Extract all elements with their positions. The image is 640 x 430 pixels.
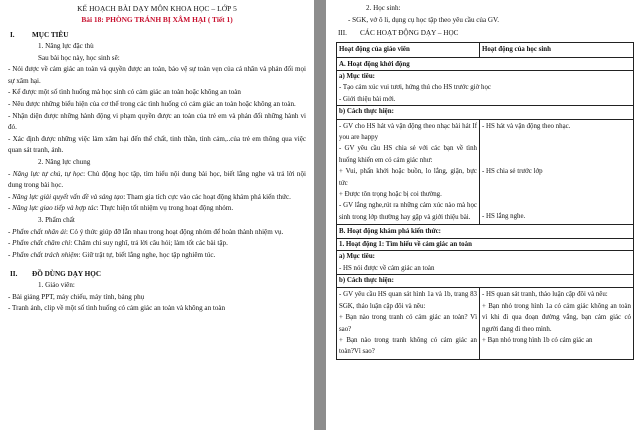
list-item [8,238,306,250]
list-item: - SGK, vở ô li, dụng cụ học tập theo yêu cầu của GV. [348,15,499,24]
teacher-cell [337,288,480,359]
teacher-cell [337,119,480,225]
subsection-heading: 1. Năng lực đặc thù [38,42,94,50]
table-row [337,119,634,225]
subsection-heading: 2. Học sinh: [366,4,401,12]
list-item [8,203,306,215]
cell-line: - HS lắng nghe. [482,213,526,221]
item-text: : Chủ động học tập, tìm hiểu nội dung bài học, biết lắng nghe và trả lời nội dung trong bài học. [8,169,306,190]
student-cell [480,119,634,225]
objective-heading: a) Mục tiêu: [339,253,375,261]
item-text: : Tham gia tích cực vào các hoạt động khám phá kiến thức. [123,192,291,201]
section-number: II. [10,270,18,279]
activity-subtitle: 1. Hoạt động 1: Tìm hiểu về cảm giác an toàn [339,240,472,248]
paragraph: Sau bài học này, học sinh sẽ: [38,53,120,62]
cell-line: - GV yêu cầu HS quan sát hình 1a và 1b, trang 83 SGK, thảo luận cặp đôi và nêu: [339,291,477,310]
subsection-heading: 2. Năng lực chung [38,157,91,166]
objective-item: - Giới thiệu bài mới. [339,95,396,103]
cell-line: - GV lắng nghe,rút ra những cảm xúc nào mà học sinh trong lớp thường hay gặp và giới thiệu bài. [339,202,477,221]
item-text: : Chăm chỉ suy nghĩ, trả lời câu hỏi; làm tốt các bài tập. [70,239,228,248]
table-row [337,288,634,359]
cell-line: + Bạn nào trong tranh có cảm giác an toàn? Vì sao? [339,314,477,333]
cell-line: - HS chia sẻ trước lớp [482,168,543,176]
section-title: CÁC HOẠT ĐỘNG DẠY – HỌC [360,29,459,38]
student-cell [480,288,634,359]
objective-heading: a) Mục tiêu: [339,73,375,80]
item-label: - Năng lực giao tiếp và hợp tác [8,204,97,213]
list-item: - Bài giảng PPT, máy chiếu, máy tính, bảng phụ [8,292,145,301]
activity-title: B. Hoạt động khám phá kiến thức: [339,228,441,236]
item-text: : Có ý thức giúp đỡ lẫn nhau trong hoạt động nhóm để hoàn thành nhiệm vụ. [65,227,284,236]
item-label: - Phẩm chất trách nhiệm [8,250,79,259]
method-heading: b) Cách thực hiện: [339,276,394,284]
list-item [8,169,306,192]
list-item: - Nêu được những biểu hiện của cơ thể trong các tình huống có cảm giác an toàn hoặc không an toàn. [8,99,296,108]
item-label: - Năng lực tự chủ, tự học [8,169,84,178]
list-item: - Nói được về cảm giác an toàn và quyền được an toàn, bảo vệ sự toàn vẹn của cá nhân và phản đối mọi sự xâm hại. [8,65,306,85]
list-item [8,250,306,262]
lesson-subtitle: Bài 18: PHÒNG TRÁNH BỊ XÂM HẠI ( Tiết 1) [81,15,233,24]
list-item: - Tranh ảnh, clip về một số tình huống có cảm giác an toàn và không an toàn [8,304,226,313]
spacer [482,177,631,211]
section-heading-activities [336,27,634,39]
cell-line: + Bạn nhỏ trong hình 1a có cảm giác không an toàn vì khi đi qua đoạn đường vắng, bạn cảm giác có người đang đi theo mình. [482,302,631,333]
cell-line: - HS hát và vận động theo nhạc. [482,122,571,130]
section-title: ĐỒ DÙNG DẠY HỌC [32,270,102,279]
activities-table [336,42,634,360]
cell-line: + Vui, phấn khởi hoặc buồn, lo lắng, giận, bực tức [339,168,477,187]
section-title: MỤC TIÊU [32,31,69,39]
item-label: - Năng lực giải quyết vấn đề và sáng tạo [8,192,124,201]
section-number: III. [338,29,347,38]
list-item: - Xác định được những việc làm xâm hại đến thể chất, tinh thần, tình cảm,..của trẻ em thông qua việc quan sát tranh, ảnh. [8,134,306,155]
spacer [482,132,631,166]
method-heading: b) Cách thực hiện: [339,108,394,116]
list-item [8,192,306,204]
section-heading-materials [8,268,306,280]
table-row [337,57,634,119]
item-label: - Phẩm chất nhân ái [8,227,66,236]
document-page-left [0,0,314,430]
cell-line: - GV cho HS hát và vận động theo nhạc bài hát If you are happy [339,122,477,142]
table-header-teacher: Hoạt động của giáo viên [337,43,480,57]
section-heading-objectives [8,29,306,41]
activity-block-a-header [337,57,634,119]
activity-block-b-header [337,225,634,288]
activity-title: A. Hoạt động khởi động [339,60,410,68]
list-item: - Nhận diện được những hành động vi phạm quyền được an toàn của trẻ em và phản đối những hành vi đó. [8,111,306,132]
item-text: : Giữ trật tự, biết lắng nghe, học tập nghiêm túc. [78,250,216,259]
item-label: - Phẩm chất chăm chỉ [8,239,71,248]
cell-line: + Bạn nhỏ trong hình 1b có cảm giác an [482,336,593,344]
cell-line: + Bạn nào trong tranh không có cảm giác an toàn?Vì sao? [339,336,477,356]
item-text: : Thực hiện tốt nhiệm vụ trong hoạt động nhóm. [96,204,234,213]
list-item [8,227,306,239]
list-item: - Kể được một số tình huống mà học sinh có cảm giác an toàn hoặc không an toàn [8,88,241,97]
subsection-heading: 3. Phẩm chất [38,215,75,224]
table-header-student: Hoạt động của học sinh [480,43,634,57]
cell-line: + Được tôn trọng hoặc bị coi thường. [339,191,442,199]
objective-item: - Tạo cảm xúc vui tươi, hứng thú cho HS trước giờ học [339,84,491,92]
document-title: KẾ HOẠCH BÀI DẠY MÔN KHOA HỌC – LỚP 5 [77,4,237,13]
section-number: I. [10,31,15,39]
subsection-heading: 1. Giáo viên: [38,281,75,290]
table-header-row [337,43,634,57]
cell-line: - HS quan sát tranh, thảo luận cặp đôi và nêu: [482,291,608,299]
document-page-right [326,0,640,430]
objective-item: - HS nói được về cảm giác an toàn [339,264,435,272]
cell-line: - GV yêu cầu HS chia sẻ với các bạn về tình huống khiến em có cảm giác như: [339,145,477,164]
table-row [337,225,634,288]
